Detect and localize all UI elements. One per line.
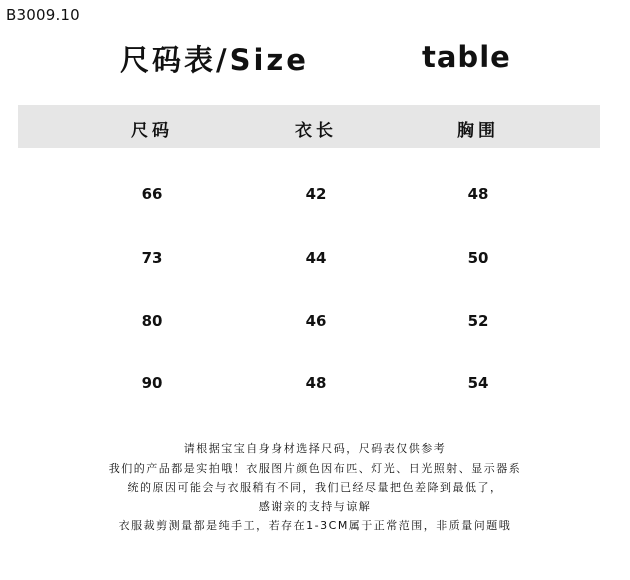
table-cell-length: 46 bbox=[305, 312, 327, 330]
table-cell-chest: 54 bbox=[467, 374, 489, 392]
header-length: 衣长 bbox=[295, 121, 337, 141]
note-line: 请根据宝宝自身身材选择尺码，尺码表仅供参考 bbox=[183, 442, 447, 455]
note-line: 衣服裁剪测量都是纯手工，若存在1-3CM属于正常范围，非质量问题哦 bbox=[118, 519, 512, 532]
table-cell-size: 66 bbox=[141, 185, 163, 203]
table-cell-length: 48 bbox=[305, 374, 327, 392]
table-cell-length: 44 bbox=[305, 249, 327, 267]
table-cell-chest: 52 bbox=[467, 312, 489, 330]
table-cell-chest: 50 bbox=[467, 249, 489, 267]
note-line: 感谢亲的支持与谅解 bbox=[258, 500, 372, 513]
table-cell-length: 42 bbox=[305, 185, 327, 203]
size-table-title-suffix: table bbox=[422, 40, 511, 74]
size-table-title: 尺码表/Size bbox=[120, 43, 309, 77]
table-cell-size: 73 bbox=[141, 249, 163, 267]
note-line: 统的原因可能会与衣服稍有不同，我们已经尽量把色差降到最低了， bbox=[127, 481, 503, 494]
table-cell-size: 90 bbox=[141, 374, 163, 392]
header-chest: 胸围 bbox=[457, 121, 499, 141]
table-cell-chest: 48 bbox=[467, 185, 489, 203]
product-code: B3009.10 bbox=[6, 6, 80, 24]
note-line: 我们的产品都是实拍哦！衣服图片颜色因布匹、灯光、日光照射、显示器系 bbox=[108, 462, 522, 475]
header-size: 尺码 bbox=[131, 121, 173, 141]
table-cell-size: 80 bbox=[141, 312, 163, 330]
